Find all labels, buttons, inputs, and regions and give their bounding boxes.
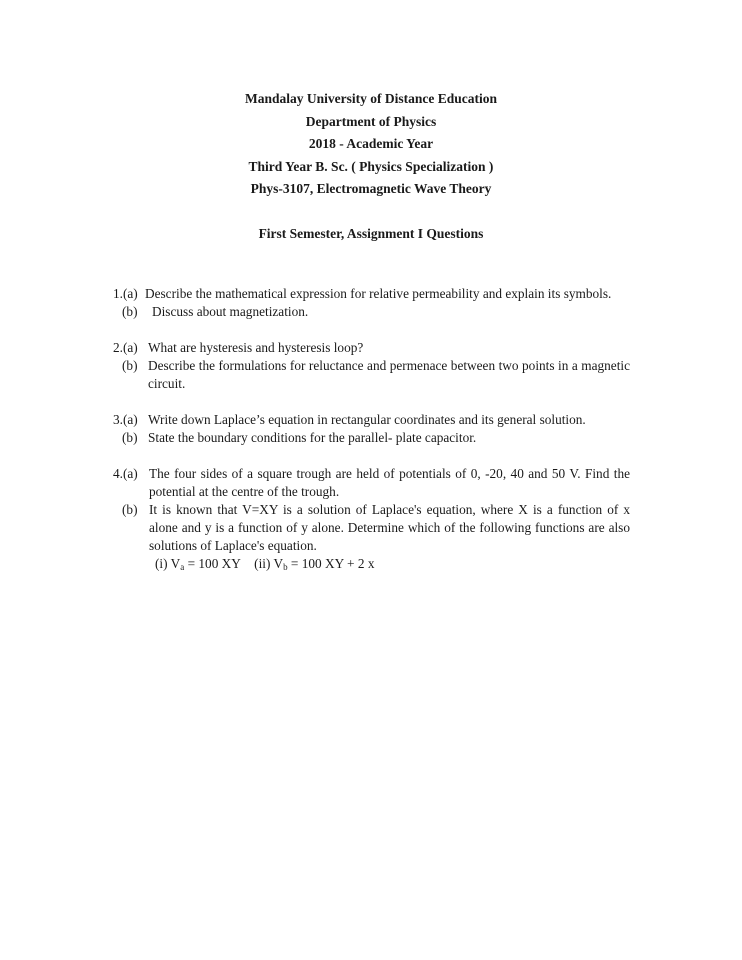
university-name: Mandalay University of Distance Education [244,91,497,106]
question-text: Write down Laplace’s equation in rectangular coordinates and its general solution. [148,412,586,427]
document-header [0,88,742,201]
question-4b [113,501,630,555]
question-label: 4.(a) [113,466,138,481]
program-name: Third Year B. Sc. ( Physics Specialization ) [248,158,494,174]
question-text: The four sides of a square trough are held of potentials of 0, -20, 40 and 50 V. Find the potential at the centre of the trough. [149,466,630,499]
formula-i-expression: = 100 XY [184,556,241,571]
question-label: (b) [122,430,138,445]
question-label: 2.(a) [113,340,138,355]
formula-options [155,555,630,573]
question-label: (b) [122,502,138,517]
formula-ii [254,556,374,571]
formula-i-prefix: (i) V [155,556,181,571]
question-text: Describe the mathematical expression for relative permeability and explain its symbols. [145,286,612,301]
question-text: It is known that V=XY is a solution of Laplace's equation, where X is a function of x alone and y is a function of y alone. Determine which of the following functions are also solutions of Laplace's equation. [149,502,630,553]
question-1 [113,285,630,321]
formula-i [155,556,241,571]
question-4a [113,465,630,501]
question-text: Describe the formulations for reluctance and permenace between two points in a magnetic circuit. [148,358,630,391]
question-1a [113,285,630,303]
question-list [113,285,630,591]
formula-ii-expression: = 100 XY + 2 x [287,556,375,571]
question-3a [113,411,630,429]
question-2b [113,357,630,393]
question-1b [113,303,630,321]
question-label: 1.(a) [113,286,138,301]
question-text: What are hysteresis and hysteresis loop? [148,340,364,355]
question-text: Discuss about magnetization. [152,304,309,319]
question-label: (b) [122,358,138,373]
question-2a [113,339,630,357]
question-2 [113,339,630,393]
question-label: (b) [122,304,138,319]
question-3b [113,429,630,447]
question-text: State the boundary conditions for the parallel- plate capacitor. [148,430,477,445]
course-title: Phys-3107, Electromagnetic Wave Theory [250,181,492,196]
academic-year: 2018 - Academic Year [308,136,434,151]
formula-ii-prefix: (ii) V [254,556,284,571]
question-label: 3.(a) [113,412,138,427]
question-3 [113,411,630,447]
question-4 [113,465,630,573]
department-name: Department of Physics [305,113,437,129]
formula-i-subscript: a [180,562,185,572]
formula-ii-subscript: b [283,562,288,572]
assignment-title: First Semester, Assignment I Questions [258,226,484,241]
